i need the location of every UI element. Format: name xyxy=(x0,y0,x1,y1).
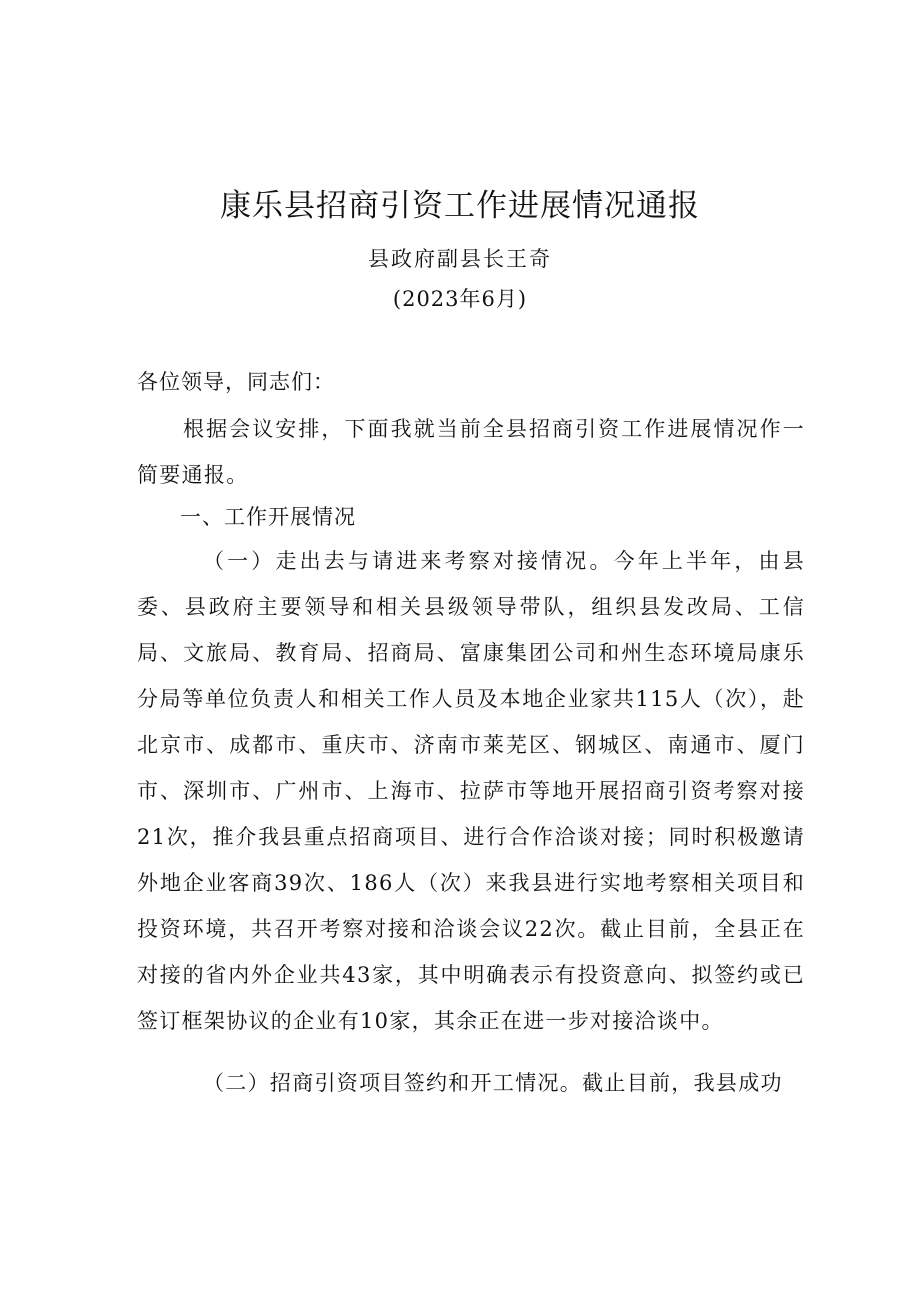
paragraph-outreach: （一）走出去与请进来考察对接情况。今年上半年，由县委、县政府主要领导和相关县级领导带队，组织县发改局、工信局、文旅局、教育局、招商局、富康集团公司和州生态环境局康乐分局等单位负责人和相关工作人员及本地企业家共115人（次），赴北京市、成都市、重庆市、济南市莱芜区、钢城区、南通市、厦门市、深圳市、广州市、上海市、拉萨市等地开展招商引资考察对接21次，推介我县重点招商项目、进行合作洽谈对接；同时积极邀请外地企业客商39次、186人（次）来我县进行实地考察相关项目和投资环境，共召开考察对接和洽谈会议22次。截止目前，全县正在对接的省内外企业共43家，其中明确表示有投资意向、拟签约或已签订框架协议的企业有10家，其余正在进一步对接洽谈中。 xyxy=(137,549,805,1033)
document-date: (2023年6月) xyxy=(392,287,528,311)
section-heading: 一、工作开展情况 xyxy=(180,505,356,529)
intro-paragraph: 根据会议安排，下面我就当前全县招商引资工作进展情况作一简要通报。 xyxy=(137,417,805,487)
salutation: 各位领导，同志们： xyxy=(137,370,335,394)
document-author: 县政府副县长王奇 xyxy=(368,247,552,271)
paragraph-signing: （二）招商引资项目签约和开工情况。截止目前，我县成功 xyxy=(203,1071,783,1095)
document-title: 康乐县招商引资工作进展情况通报 xyxy=(220,188,700,224)
